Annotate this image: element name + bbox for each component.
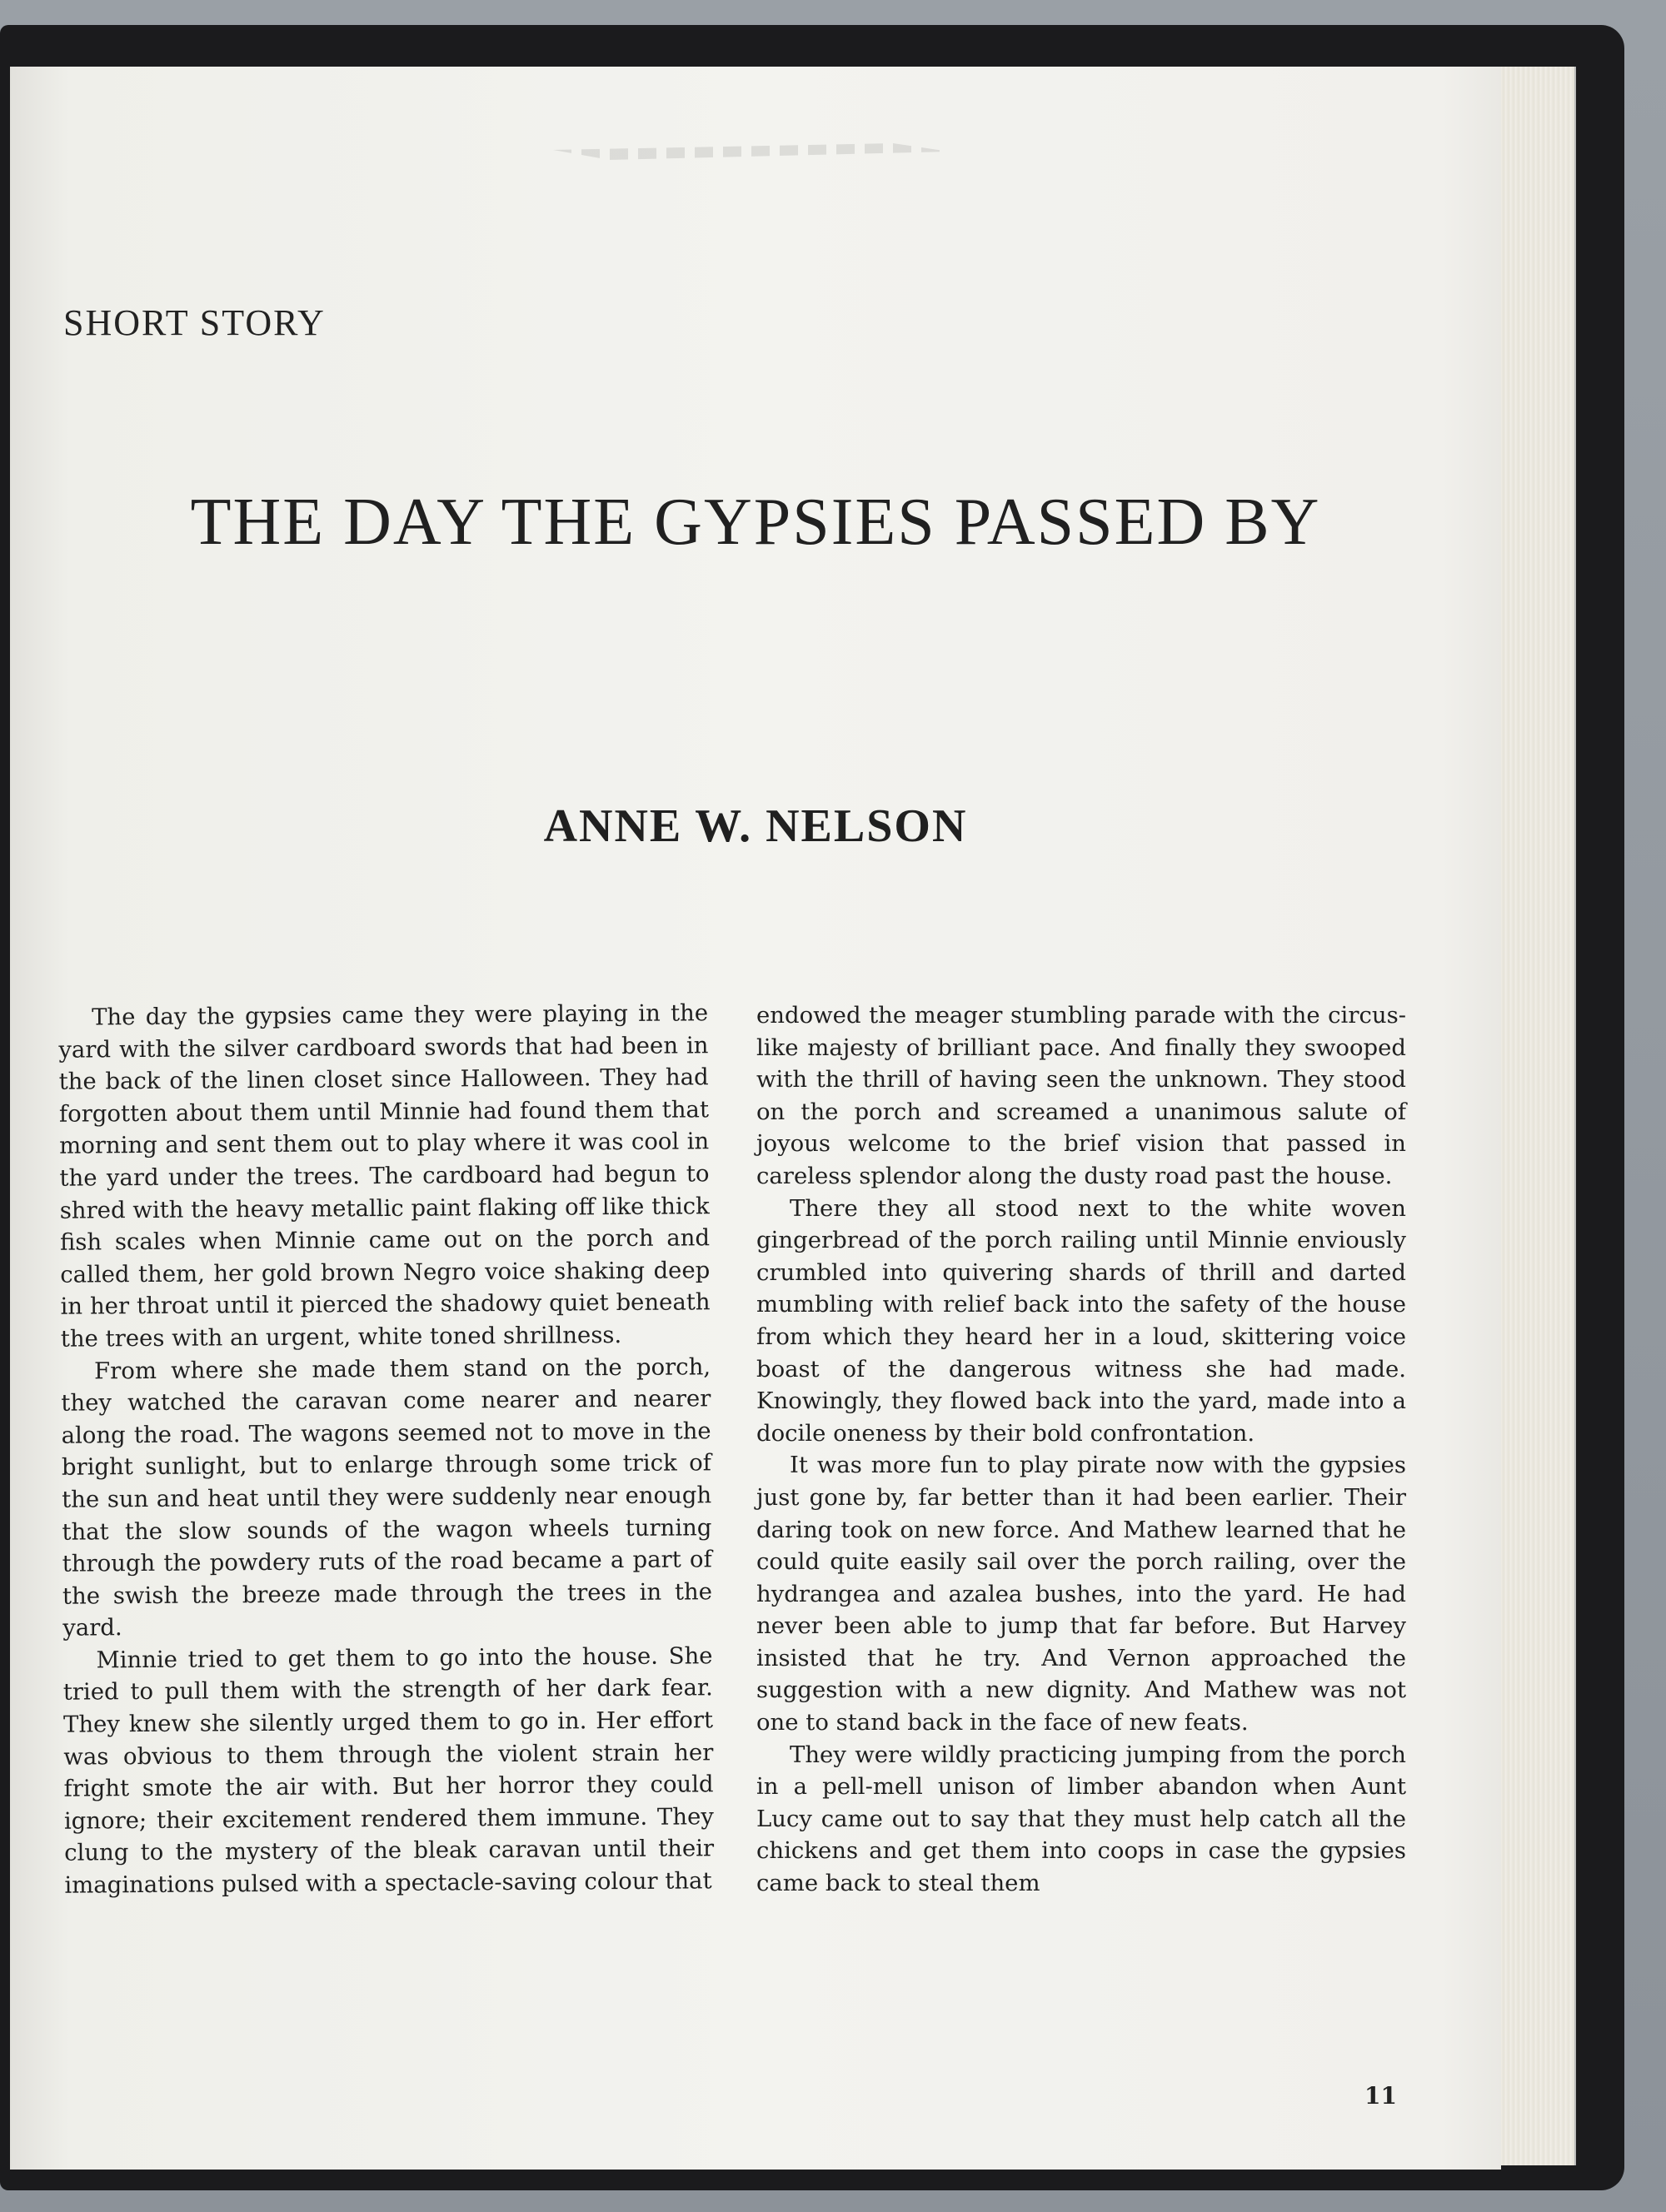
paragraph: Minnie tried to get them to go into the house. She tried to pull them with the strength of her dark fear. They knew she silently urged them to go in. Her effort was obvious to them through the violent strain her fright smote the air with. But her horror they could ignore; their excitement rendered them immune. They clung to the mystery of the bleak caravan until their imaginations pulsed with a spectacle-saving colour that: [62, 1642, 715, 1899]
paragraph: From where she made them stand on the porch, they watched the caravan come nearer and nearer along the road. The wagons seemed not to move in the bright sunlight, but to enlarge through some trick of the sun and heat until they were suddenly near enough that the slow sounds of the wagon wheels turning through the powdery ruts of the road became a part of the swish the breeze made through the trees in the yard.: [61, 1353, 713, 1642]
paragraph: There they all stood next to the white woven gingerbread of the porch railing until Minnie enviously crumbled into quivering shards of thrill and darted mumbling with relief back into the safety of the house from which they heard her in a loud, skittering voice boast of the dangerous witness she had made. Knowingly, they flowed back into the yard, made into a docile oneness by their bold confrontation.: [756, 1194, 1406, 1447]
section-label: SHORT STORY: [63, 302, 326, 343]
paragraph: endowed the meager stumbling parade with the circus-like majesty of brilliant pace. And finally they swooped with the thrill of having seen the unknown. They stood on the porch and screamed a unanimous salute of joyous welcome to the brief vision that passed in careless splendor along the dusty road past the house.: [756, 1002, 1406, 1189]
paragraph: The day the gypsies came they were playing in the yard with the silver cardboard swords that had been in the back of the linen closet since Halloween. They had forgotten about them until Minnie had found them that morning and sent them out to play where it was cool in the yard under the trees. The cardboard had begun to shred with the heavy metallic paint flaking off like thick fish scales when Minnie came out on the porch and called them, her gold brown Negro voice shaking deep in her throat until it pierced the shadowy quiet beneath the trees with an urgent, white toned shrillness.: [58, 999, 711, 1353]
left-column: [58, 997, 715, 1901]
story-title: THE DAY THE GYPSIES PASSED BY: [190, 486, 1321, 559]
book-page: [10, 67, 1501, 2170]
author-name: ANNE W. NELSON: [543, 800, 968, 852]
bleed-through-marks: [43, 133, 1459, 167]
paragraph: It was more fun to play pirate now with the gypsies just gone by, far better than it had been earlier. Their daring took on new force. And Mathew learned that he could quite easily sail over the porch railing, over the hydrangea and azalea bushes, into the yard. He had never been able to jump that far before. But Harvey insisted that he try. And Vernon approached the suggestion with a new dignity. And Mathew was not one to stand back in the face of new feats.: [756, 1452, 1406, 1736]
paragraph: They were wildly practicing jumping from the porch in a pell-mell unison of limber abandon when Aunt Lucy came out to say that they must help catch all the chickens and get them into coops in case the gypsies came back to steal them: [756, 1741, 1406, 1897]
right-column: [756, 999, 1406, 1900]
page-number: 11: [1364, 2082, 1397, 2110]
